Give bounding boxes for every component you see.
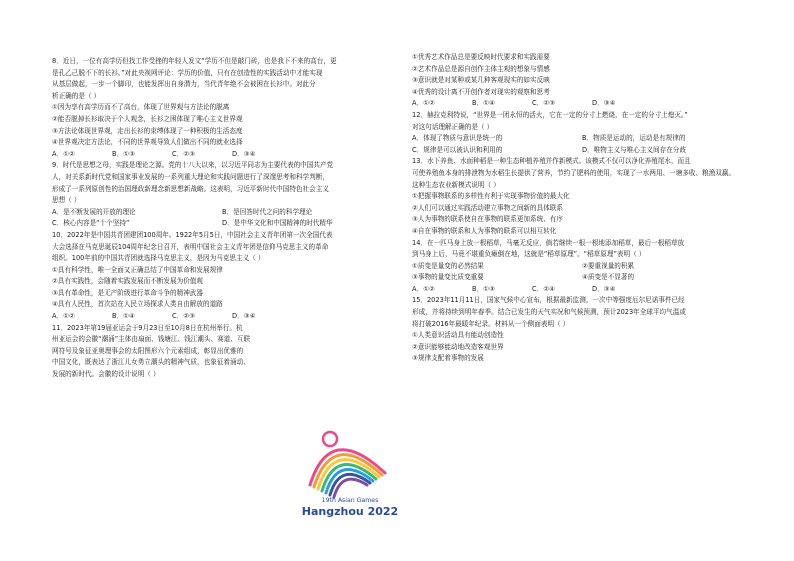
question-8-item: ③方法论体现世界观，走出长衫的束缚体现了一种积极的生活态度 bbox=[52, 126, 243, 135]
question-14-item: ④质变是不显著的 bbox=[582, 273, 635, 282]
option-a: A．体现了物质与意识是统一的 bbox=[412, 134, 503, 143]
option-b: B．是回答时代之问的科学理论 bbox=[222, 207, 313, 216]
question-11-stem: 发展的新时代。会徽的设计说明（ ） bbox=[52, 370, 160, 379]
option-d: D．③④ bbox=[232, 312, 256, 321]
question-11 bbox=[52, 323, 398, 381]
question-14-items bbox=[412, 261, 754, 273]
option-a: A．①② bbox=[412, 99, 435, 108]
question-10 bbox=[52, 230, 398, 323]
left-column bbox=[52, 56, 398, 381]
option-b: B．①④ bbox=[472, 99, 495, 108]
option-b: B．①③ bbox=[112, 149, 135, 158]
option-a: A．①② bbox=[52, 312, 75, 321]
question-14-stem: 到马身上后，马竟不堪重负瘫倒在地，这就是“稻草原理”。“稻草原理”表明（ ） bbox=[412, 250, 646, 259]
question-11-stem: 州亚运会的会徽“潮涌”主体由扇面、钱塘江、钱江潮头、赛道、互联 bbox=[52, 335, 251, 344]
question-11-item: ①优秀艺术作品总是要反映时代要求和实践需要 bbox=[412, 53, 550, 61]
question-9-stem: 人，对关系新时代党和国家事业发展的一系列重大理论和实践问题进行了深邃思考和科学判断， bbox=[52, 172, 329, 181]
question-15-stem: 将打破2016年最暖年纪录。材料从一个侧面表明（ ） bbox=[412, 319, 570, 328]
option-c: C．核心内容是“十个坚持” bbox=[52, 219, 130, 228]
question-15 bbox=[412, 295, 754, 365]
question-13-stem: 可使养殖鱼本身的排泄物为水稻生长提供了营养，节约了肥料的使用，实现了一水两用、一塘多收、粮渔双赢。 bbox=[412, 168, 736, 177]
question-14-item: ②要重视量的积累 bbox=[582, 261, 635, 270]
question-12-options bbox=[412, 133, 754, 145]
option-a: A．①② bbox=[412, 284, 435, 293]
question-10-item: ②具有实践性，会随着实践发展而不断发展为价值观 bbox=[52, 277, 203, 286]
question-10-options bbox=[52, 311, 398, 323]
option-d: D．唯物主义与唯心主义间存在分歧 bbox=[582, 145, 686, 154]
question-8-stem: 析正确的是（ ） bbox=[52, 91, 101, 100]
question-11-item: ③意识就是对某种或某几种客观现实的如实反映 bbox=[412, 76, 550, 85]
question-15-stem: 15．2023年11月11日，国家气候中心宣布，根据最新监测，一次中等强度厄尔尼诺事件已经 bbox=[412, 296, 685, 305]
question-11-stem: 11．2023年第19届亚运会于9月23日至10月8日在杭州举行。杭 bbox=[52, 323, 243, 332]
question-10-item: ④具有人民性，首次站在人民立场探求人类自由解放的道路 bbox=[52, 300, 223, 309]
right-column bbox=[412, 52, 754, 365]
question-11-item: ②艺术作品总是源自创作主体主观的想象与情感 bbox=[412, 64, 550, 73]
question-14-options bbox=[412, 284, 754, 296]
emblem-caption-city: Hangzhou 2022 bbox=[301, 505, 399, 518]
option-c: C．②③ bbox=[172, 312, 196, 321]
emblem-caption-games: 19th Asian Games bbox=[321, 497, 379, 504]
question-13-item: ④自在事物的联系和人为事物的联系可以相互转化 bbox=[412, 226, 557, 235]
option-d: D．③④ bbox=[232, 149, 256, 158]
question-8-item: ①因为享有高学历而不了高台，体现了世界观与方法论的脱离 bbox=[52, 103, 230, 112]
option-a: A．是不断发展的开放的理论 bbox=[52, 207, 136, 216]
question-8-item: ②能否脱掉长衫取决于个人观念，长衫之困体现了唯心主义世界观 bbox=[52, 114, 243, 123]
question-8-options bbox=[52, 149, 398, 161]
question-12-stem: 对这句话理解正确的是（ ） bbox=[412, 122, 494, 131]
question-13-item: ①把握事物联系的多样性有利于实现事物价值的最大化 bbox=[412, 192, 570, 201]
question-8-stem: 从基层做起，一步一个脚印，也能发挥出自身潜力，当代青年绝不会被困在长衫中。对此分 bbox=[52, 80, 316, 89]
question-8 bbox=[52, 56, 398, 160]
question-13 bbox=[412, 156, 754, 237]
question-15-stem: 形成，并将持续到明年春季。结合已发生的天气实况和气候预测，预计2023年全球平均气温或 bbox=[412, 308, 686, 317]
question-11-stem: 中国文化，既表达了浙江儿女勇立潮头的精神气质，也象征着涌动、 bbox=[52, 358, 250, 367]
question-14-item: ①质变是量变的必然结果 bbox=[412, 261, 484, 270]
question-12-options bbox=[412, 145, 754, 157]
question-10-item: ③具有革命性，是无产阶级进行革命斗争的精神武器 bbox=[52, 288, 203, 297]
question-15-item: ③规律支配着事物的发展 bbox=[412, 354, 484, 363]
option-d: D．③④ bbox=[592, 99, 616, 108]
option-a: A．①② bbox=[52, 149, 75, 158]
question-14-stem: 14．在一匹马身上放一根稻草，马毫无反应，倘若继续一根一根地添加稻草，最后一根稻草放 bbox=[412, 238, 685, 247]
option-b: B．物质是运动的，运动是有规律的 bbox=[582, 134, 686, 143]
option-b: B．①③ bbox=[472, 284, 495, 293]
question-9-options bbox=[52, 218, 398, 230]
option-c: C．②③ bbox=[172, 149, 196, 158]
option-c: C．②③ bbox=[532, 99, 556, 108]
question-10-stem: 10．2022年是中国共青团建团100周年。1922年5月5日，中国社会主义青年团第一次全国代表 bbox=[52, 230, 333, 239]
option-b: B．①④ bbox=[112, 312, 135, 321]
question-9-stem: 9．时代是思想之母，实践是理论之源。党的十八大以来，以习近平同志为主要代表的中国共产党 bbox=[52, 161, 334, 170]
question-8-stem: 8．近日，一位有高学历但找工作受挫的年轻人发文“学历不但是敲门砖，也是我下不来的高台，更 bbox=[52, 57, 337, 65]
question-9-stem: 思想（ ） bbox=[52, 196, 81, 205]
question-11-continued bbox=[412, 52, 754, 110]
question-10-stem: 大会选择在马克思诞辰104周年纪念日召开，表明中国社会主义青年团是信仰马克思主义的革命 bbox=[52, 242, 329, 251]
question-12-stem: 12．赫拉克利特说，“世界是一团永恒的活火，它在一定的分寸上燃烧，在一定的分寸上熄灭。” bbox=[412, 110, 688, 119]
question-8-stem: 是孔乙己脱不下的长衫。”对此央视网评论：学历的价值，只有在创造性的实践活动中才能实现 bbox=[52, 68, 323, 77]
question-11-item: ④优秀的设计离不开创作者对现实的观察和思考 bbox=[412, 87, 550, 96]
question-13-item: ③人为事物的联系使自在事物的联系更加系统、有序 bbox=[412, 215, 563, 224]
question-13-stem: 这种生态农业新模式说明（ ） bbox=[412, 180, 500, 189]
option-c: C．规律是可以被认识和利用的 bbox=[412, 145, 503, 154]
question-9-stem: 形成了一系列原创性的治国理政新理念新思想新战略。这表明，习近平新时代中国特色社会主义 bbox=[52, 184, 329, 193]
question-9 bbox=[52, 160, 398, 230]
question-14 bbox=[412, 238, 754, 296]
question-13-stem: 13．水下养鱼、水面种稻是一种生态种植养殖并作新模式。该模式不仅可以净化养殖尾水，而且 bbox=[412, 157, 691, 166]
option-c: C．②④ bbox=[532, 284, 556, 293]
question-8-item: ④世界观决定方法论，不同的世界观导致人们做出不同的就业选择 bbox=[52, 138, 243, 147]
question-11-options bbox=[412, 98, 754, 110]
question-10-item: ①具有科学性，唯一全面又正确总结了中国革命和发展规律 bbox=[52, 265, 223, 274]
question-10-stem: 组织。100年前的中国共青团就选择马克思主义，是因为马克思主义（ ） bbox=[52, 254, 265, 263]
question-14-items bbox=[412, 272, 754, 284]
question-11-stem: 网符号及象征亚奥理事会的太阳图形六个元素组成，彰显出优雅的 bbox=[52, 346, 244, 355]
question-15-item: ②意识能够能动地改造客观世界 bbox=[412, 342, 504, 351]
question-13-item: ②人们可以通过实践活动建立事物之间新的具体联系 bbox=[412, 203, 563, 212]
option-d: D．③④ bbox=[592, 284, 616, 293]
question-15-item: ①人类意识活动具有能动创造性 bbox=[412, 331, 504, 340]
question-9-options bbox=[52, 207, 398, 219]
question-12 bbox=[412, 110, 754, 156]
option-d: D．是中华文化和中国精神的时代精华 bbox=[222, 219, 333, 228]
question-14-item: ③事物的量变比质变重要 bbox=[412, 273, 484, 282]
